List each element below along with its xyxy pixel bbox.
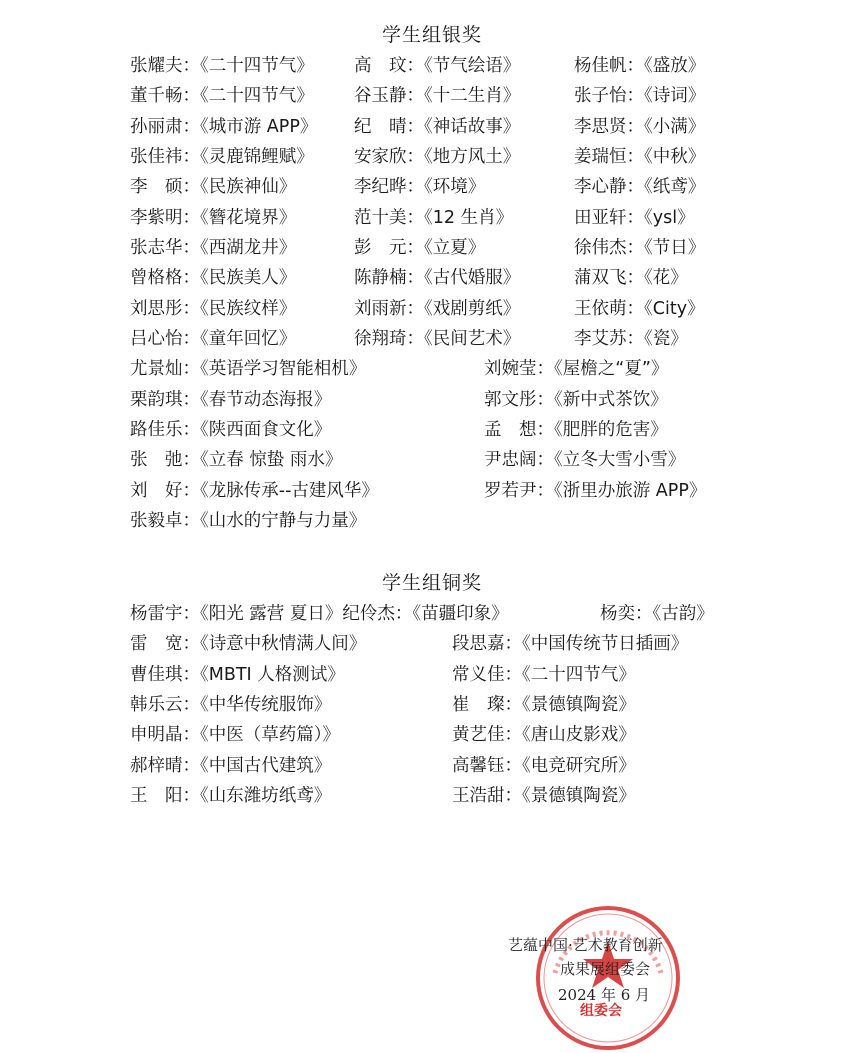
award-entry: 谷玉静：《十二生肖》 xyxy=(354,86,521,107)
award-entry: 尤景灿：《英语学习智能相机》 xyxy=(130,359,367,380)
award-entry: 张耀夫：《二十四节气》 xyxy=(130,56,314,76)
award-entry: 张毅卓：《山水的宁静与力量》 xyxy=(130,511,367,532)
award-entry: 王 阳：《山东潍坊纸鸢》 xyxy=(130,786,332,807)
list-row xyxy=(0,657,864,687)
list-row xyxy=(0,382,864,412)
award-entry: 李纪晔：《环境》 xyxy=(354,177,486,198)
award-entry: 栗韵琪：《春节动态海报》 xyxy=(130,389,332,410)
list-row xyxy=(0,230,864,260)
list-row xyxy=(0,473,864,503)
list-row xyxy=(0,626,864,656)
award-entry: 吕心怡：《童年回忆》 xyxy=(130,329,297,350)
list-row xyxy=(0,687,864,717)
list-row xyxy=(0,412,864,442)
award-entry: 尹忠阔：《立冬大雪小雪》 xyxy=(484,450,686,471)
award-entry: 杨佳帆：《盛放》 xyxy=(574,56,706,76)
issuer-line-1: 艺蕴中国·艺术教育创新 xyxy=(508,936,663,954)
list-row xyxy=(0,503,864,533)
award-entry: 李 硕：《民族神仙》 xyxy=(130,177,297,198)
award-entry: 罗若尹：《浙里办旅游 APP》 xyxy=(484,480,707,501)
award-entry: 孟 想：《肥胖的危害》 xyxy=(484,420,668,441)
award-entry: 王依萌：《City》 xyxy=(574,298,705,319)
list-row xyxy=(0,48,864,78)
award-entry: 张志华：《西湖龙井》 xyxy=(130,238,297,259)
list-row xyxy=(0,260,864,290)
award-entry: 段思嘉：《中国传统节日插画》 xyxy=(452,634,689,655)
list-row xyxy=(0,169,864,199)
award-entry: 田亚轩：《ysl》 xyxy=(574,207,695,228)
award-entry: 张佳祎：《灵鹿锦鲤赋》 xyxy=(130,147,314,168)
award-entry: 杨奕：《古韵》 xyxy=(600,604,714,624)
award-entry: 李思贤：《小满》 xyxy=(574,116,706,137)
award-entry: 常义佳：《二十四节气》 xyxy=(452,664,636,685)
list-row xyxy=(0,748,864,778)
award-entry: 李艾苏：《瓷》 xyxy=(574,329,688,350)
award-entry: 陈静楠：《古代婚服》 xyxy=(354,268,521,289)
award-entry: 李紫明：《簪花境界》 xyxy=(130,207,297,228)
award-entry: 杨雷宇：《阳光 露营 夏日》纪伶杰：《苗疆印象》 xyxy=(130,604,509,624)
silver-award-heading: 学生组银奖 xyxy=(381,24,482,46)
award-entry: 黄艺佳：《唐山皮影戏》 xyxy=(452,725,636,746)
award-entry: 曾格格：《民族美人》 xyxy=(130,268,297,289)
list-row xyxy=(0,321,864,351)
award-entry: 李心静：《纸鸢》 xyxy=(574,177,706,198)
award-entry: 刘婉莹：《屋檐之“夏”》 xyxy=(484,359,669,380)
award-entry: 崔 璨：《景德镇陶瓷》 xyxy=(452,695,636,716)
bronze-award-heading: 学生组铜奖 xyxy=(381,572,482,594)
award-entry: 纪 晴：《神话故事》 xyxy=(354,116,521,137)
award-entry: 王浩甜：《景德镇陶瓷》 xyxy=(452,786,636,807)
award-entry: 曹佳琪：《MBTI 人格测试》 xyxy=(130,664,345,685)
award-entry: 高 玟：《节气绘语》 xyxy=(354,56,521,76)
award-entry: 刘 好：《龙脉传承--古建风华》 xyxy=(130,480,379,501)
list-row xyxy=(0,778,864,808)
award-entry: 安家欣：《地方风土》 xyxy=(354,147,521,168)
award-entry: 董千畅：《二十四节气》 xyxy=(130,86,314,107)
list-row xyxy=(0,139,864,169)
list-row xyxy=(0,200,864,230)
award-entry: 徐伟杰：《节日》 xyxy=(574,238,706,259)
list-row xyxy=(0,78,864,108)
award-entry: 张 弛：《立春 惊蛰 雨水》 xyxy=(130,450,343,471)
seal-center-text: 组委会 xyxy=(580,1003,622,1019)
list-row xyxy=(0,291,864,321)
award-entry: 高馨钰：《电竞研究所》 xyxy=(452,755,636,776)
award-entry: 徐翔琦：《民间艺术》 xyxy=(354,329,521,350)
award-entry: 范十美：《12 生肖》 xyxy=(354,207,514,228)
issue-date: 2024 年 6 月 xyxy=(558,986,651,1004)
silver-award-list xyxy=(0,48,864,534)
award-entry: 刘思彤：《民族纹样》 xyxy=(130,298,297,319)
award-entry: 郭文彤：《新中式茶饮》 xyxy=(484,389,668,410)
award-entry: 郝梓晴：《中国古代建筑》 xyxy=(130,755,332,776)
award-entry: 蒲双飞：《花》 xyxy=(574,268,688,289)
award-entry: 韩乐云：《中华传统服饰》 xyxy=(130,695,332,716)
award-entry: 申明晶：《中医（草药篇）》 xyxy=(130,725,340,746)
list-row xyxy=(0,717,864,747)
award-entry: 张子怡：《诗词》 xyxy=(574,86,706,107)
award-entry: 刘雨新：《戏剧剪纸》 xyxy=(354,298,521,319)
bronze-award-list xyxy=(0,596,864,808)
award-entry: 雷 宽：《诗意中秋情满人间》 xyxy=(130,634,367,655)
issuer-line-2: 成果展组委会 xyxy=(560,960,651,978)
award-entry: 姜瑞恒：《中秋》 xyxy=(574,147,706,168)
award-entry: 彭 元：《立夏》 xyxy=(354,238,486,259)
list-row xyxy=(0,351,864,381)
list-row xyxy=(0,596,864,626)
award-entry: 孙丽肃：《城市游 APP》 xyxy=(130,116,318,137)
list-row xyxy=(0,442,864,472)
award-entry: 路佳乐：《陕西面食文化》 xyxy=(130,420,332,441)
list-row xyxy=(0,109,864,139)
